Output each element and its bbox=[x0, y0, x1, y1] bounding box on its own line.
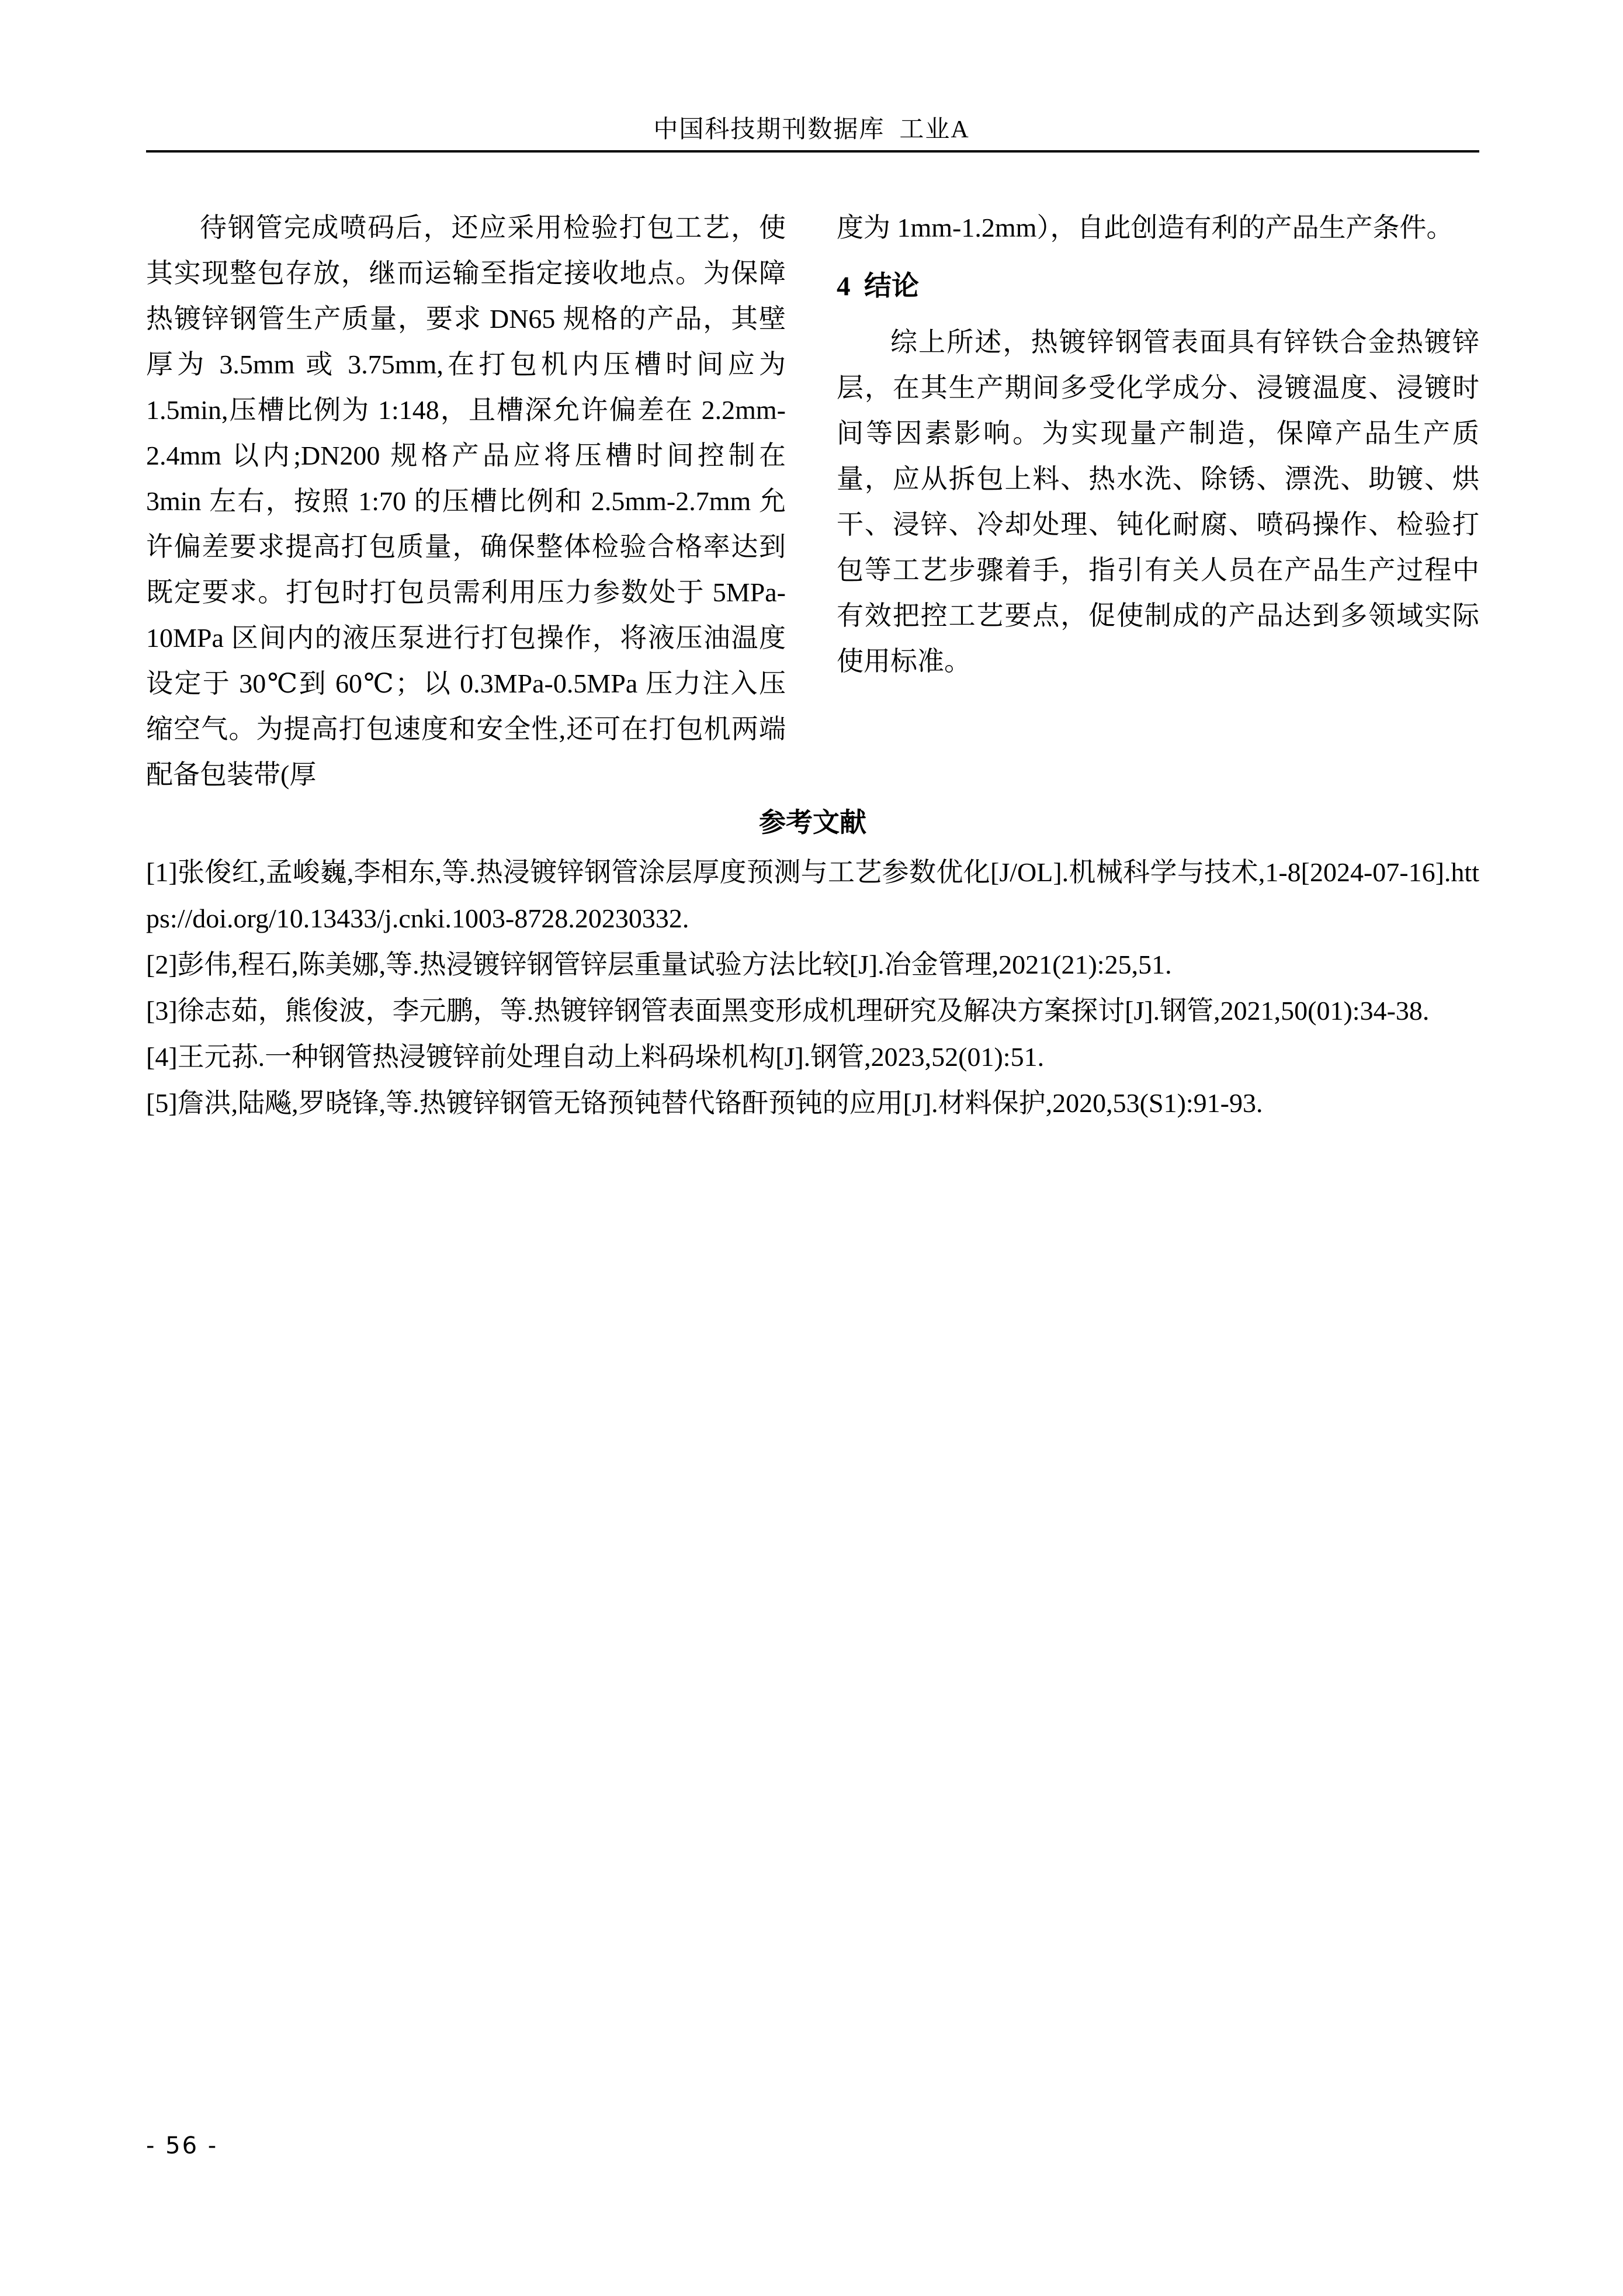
reference-item-4: [4]王元荪.一种钢管热浸镀锌前处理自动上料码垛机构[J].钢管,2023,52(01):51. bbox=[146, 1042, 1045, 1072]
reference-item-3: [3]徐志茹，熊俊波，李元鹏，等.热镀锌钢管表面黑变形成机理研究及解决方案探讨[J].钢管,2021,50(01):34-38. bbox=[146, 996, 1430, 1026]
references-list bbox=[146, 849, 1479, 1126]
references-section bbox=[146, 800, 1479, 1126]
left-column bbox=[146, 205, 786, 798]
page-number: - 56 - bbox=[146, 2132, 219, 2159]
section-heading-conclusion: 4 结论 bbox=[837, 271, 919, 302]
header-rule bbox=[146, 150, 1479, 153]
reference-item-5: [5]詹洪,陆飚,罗晓锋,等.热镀锌钢管无铬预钝替代铬酐预钝的应用[J].材料保护,2020,53(S1):91-93. bbox=[146, 1088, 1263, 1118]
body-paragraph-continuation: 度为 1mm-1.2mm），自此创造有利的产品生产条件。 bbox=[837, 213, 1454, 243]
page-header-title: 中国科技期刊数据库 工业A bbox=[653, 116, 970, 143]
body-paragraph-packing: 待钢管完成喷码后，还应采用检验打包工艺，使其实现整包存放，继而运输至指定接收地点。为保障热镀锌钢管生产质量，要求 DN65 规格的产品，其壁厚为 3.5mm 或 3.75mm,在打包机内压槽时间应为 1.5min,压槽比例为 1:148，且槽深允许偏差在 2.2mm-2.4mm 以内;DN200 规格产品应将压槽时间控制在 3min 左右，按照 1:70 的压槽比例和 2.5mm-2.7mm 允许偏差要求提高打包质量，确保整体检验合格率达到既定要求。打包时打包员需利用压力参数处于 5MPa-10MPa 区间内的液压泵进行打包操作，将液压油温度设定于 30℃到 60℃；以 0.3MPa-0.5MPa 压力注入压缩空气。为提高打包速度和安全性,还可在打包机两端配备包装带(厚 bbox=[146, 213, 786, 789]
reference-item-1: [1]张俊红,孟峻巍,李相东,等.热浸镀锌钢管涂层厚度预测与工艺参数优化[J/OL].机械科学与技术,1-8[2024-07-16].https://doi.org/10.13433/j.cnki.1003-8728.20230332. bbox=[146, 857, 1479, 933]
reference-item-2: [2]彭伟,程石,陈美娜,等.热浸镀锌钢管锌层重量试验方法比较[J].冶金管理,2021(21):25,51. bbox=[146, 950, 1172, 979]
references-heading: 参考文献 bbox=[759, 808, 866, 837]
right-column bbox=[837, 205, 1479, 684]
conclusion-paragraph: 综上所述，热镀锌钢管表面具有锌铁合金热镀锌层，在其生产期间多受化学成分、浸镀温度、浸镀时间等因素影响。为实现量产制造，保障产品生产质量，应从拆包上料、热水洗、除锈、漂洗、助镀、烘干、浸锌、冷却处理、钝化耐腐、喷码操作、检验打包等工艺步骤着手，指引有关人员在产品生产过程中有效把控工艺要点，促使制成的产品达到多领域实际使用标准。 bbox=[837, 327, 1479, 676]
